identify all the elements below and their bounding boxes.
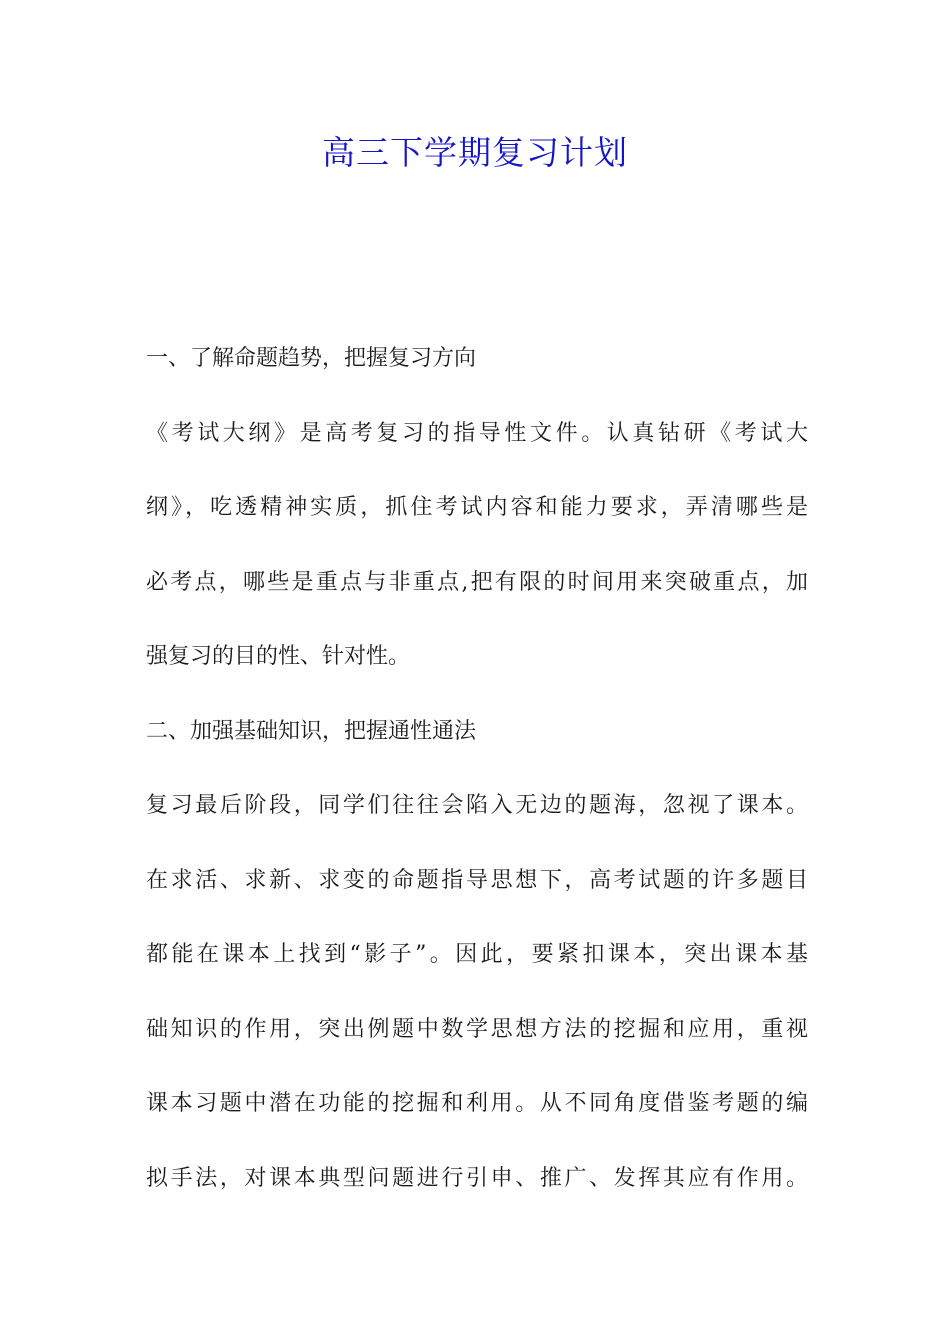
paragraph-line: 复习最后阶段，同学们往往会陷入无边的题海，忽视了课本。: [146, 793, 808, 818]
section-heading-1: 一、了解命题趋势，把握复习方向: [146, 346, 477, 371]
paragraph-line: 《考试大纲》是高考复习的指导性文件。认真钻研《考试大: [146, 420, 808, 446]
paragraph-line: 在求活、求新、求变的命题指导思想下，高考试题的许多题目: [146, 867, 808, 893]
paragraph-line: 拟手法，对课本典型问题进行引申、推广、发挥其应有作用。: [146, 1165, 808, 1191]
paragraph-line: 础知识的作用，突出例题中数学思想方法的挖掘和应用，重视: [146, 1016, 808, 1042]
document-body: [146, 337, 808, 1231]
paragraph-line: 强复习的目的性、针对性。: [146, 644, 411, 669]
document-title: 高三下学期复习计划: [322, 133, 628, 172]
paragraph-line: 必考点，哪些是重点与非重点,把有限的时间用来突破重点，加: [146, 569, 808, 595]
section-heading-2: 二、加强基础知识，把握通性通法: [146, 718, 477, 744]
paragraph-line: 都能在课本上找到“影子”。因此，要紧扣课本，突出课本基: [146, 942, 808, 967]
paragraph-line: 课本习题中潜在功能的挖掘和利用。从不同角度借鉴考题的编: [146, 1091, 808, 1116]
paragraph-line: 纲》，吃透精神实质，抓住考试内容和能力要求，弄清哪些是: [146, 495, 808, 520]
